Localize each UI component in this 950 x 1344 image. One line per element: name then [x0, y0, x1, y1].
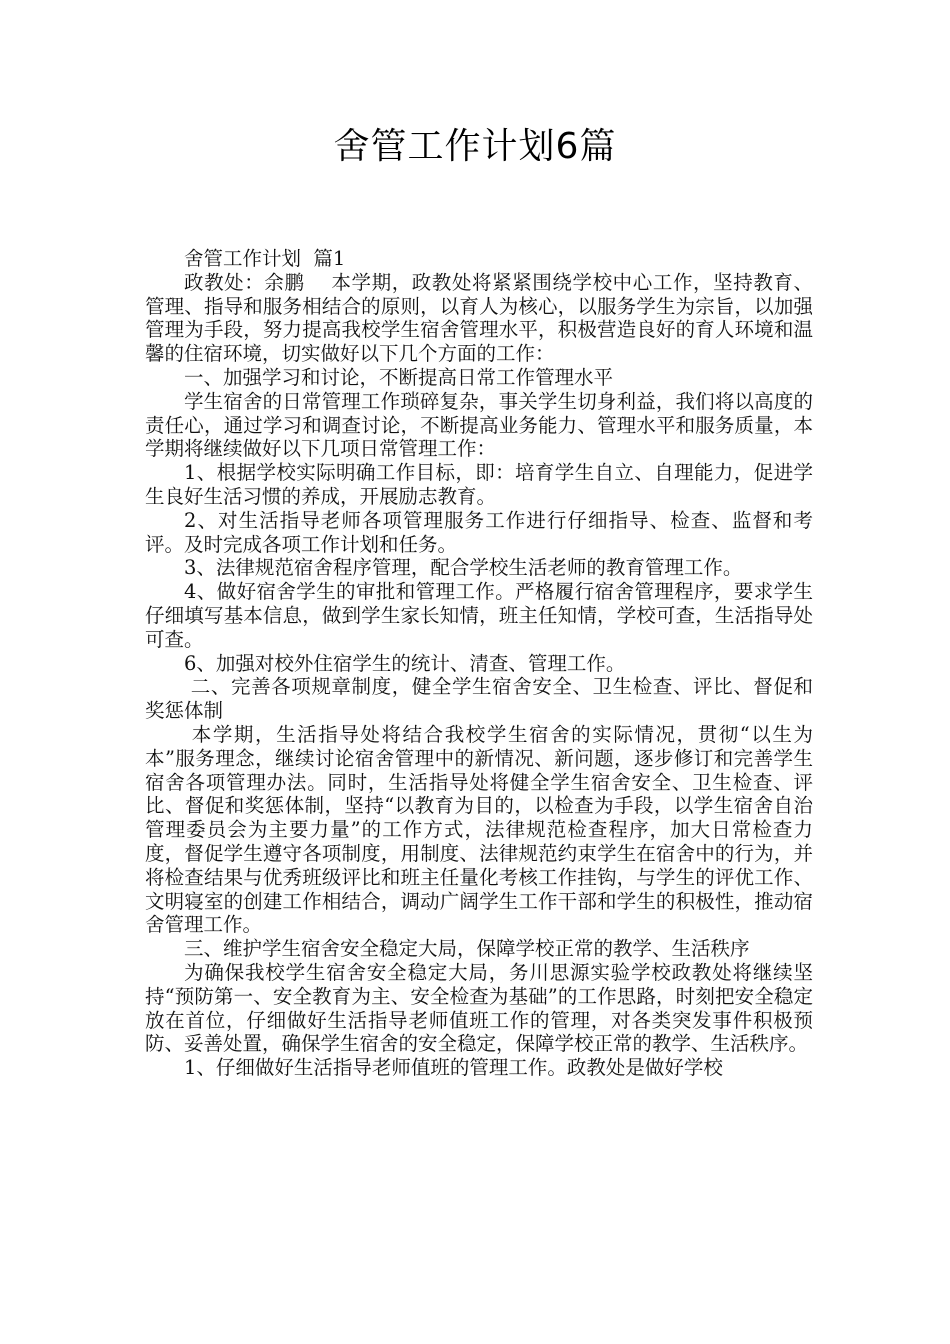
paragraph: 3、法律规范宿舍程序管理，配合学校生活老师的教育管理工作。	[184, 556, 743, 580]
document-body	[145, 247, 813, 1080]
paragraph: 6、加强对校外住宿学生的统计、清查、管理工作。	[184, 651, 626, 675]
paragraph-heading: 二、完善各项规章制度，健全学生宿舍安全、卫生检查、评比、督促和奖惩体制	[145, 675, 813, 723]
paragraph: 1、仔细做好生活指导老师值班的管理工作。政教处是做好学校	[184, 1056, 723, 1080]
paragraph: 4、做好宿舍学生的审批和管理工作。严格履行宿舍管理程序，要求学生仔细填写基本信息，做到学生家长知情，班主任知情，学校可查，生活指导处可查。	[145, 580, 813, 651]
paragraph: 为确保我校学生宿舍安全稳定大局，务川思源实验学校政教处将继续坚持“预防第一、安全教育为主、安全检查为基础”的工作思路，时刻把安全稳定放在首位，仔细做好生活指导老师值班工作的管理，对各类突发事件积极预防、妥善处置，确保学生宿舍的安全稳定，保障学校正常的教学、生活秩序。	[145, 960, 813, 1056]
paragraph: 2、对生活指导老师各项管理服务工作进行仔细指导、检查、监督和考评。及时完成各项工作计划和任务。	[145, 508, 813, 556]
paragraph-heading: 一、加强学习和讨论，不断提高日常工作管理水平	[184, 365, 614, 389]
paragraph-section-heading: 舍管工作计划 篇1	[184, 247, 346, 270]
document-title: 舍管工作计划6篇	[333, 126, 617, 167]
paragraph: 学生宿舍的日常管理工作琐碎复杂，事关学生切身利益，我们将以高度的责任心，通过学习和调查讨论，不断提高业务能力、管理水平和服务质量，本学期将继续做好以下几项日常管理工作：	[145, 389, 813, 461]
paragraph-heading: 三、维护学生宿舍安全稳定大局，保障学校正常的教学、生活秩序	[184, 937, 750, 961]
paragraph: 政教处：余鹏 本学期，政教处将紧紧围绕学校中心工作，坚持教育、管理、指导和服务相结合的原则，以育人为核心，以服务学生为宗旨，以加强管理为手段，努力提高我校学生宿舍管理水平，积极营造良好的育人环境和温馨的住宿环境，切实做好以下几个方面的工作：	[145, 270, 813, 366]
paragraph: 1、根据学校实际明确工作目标，即：培育学生自立、自理能力，促进学生良好生活习惯的养成，开展励志教育。	[145, 461, 813, 508]
paragraph: 本学期，生活指导处将结合我校学生宿舍的实际情况，贯彻“以生为本”服务理念，继续讨论宿舍管理中的新情况、新问题，逐步修订和完善学生宿舍各项管理办法。同时，生活指导处将健全学生宿舍安全、卫生检查、评比、督促和奖惩体制，坚持“以教育为目的，以检查为手段，以学生宿舍自治管理委员会为主要力量”的工作方式，法律规范检查程序，加大日常检查力度，督促学生遵守各项制度，用制度、法律规范约束学生在宿舍中的行为，并将检查结果与优秀班级评比和班主任量化考核工作挂钩，与学生的评优工作、文明寝室的创建工作相结合，调动广阔学生工作干部和学生的积极性，推动宿舍管理工作。	[145, 722, 813, 937]
